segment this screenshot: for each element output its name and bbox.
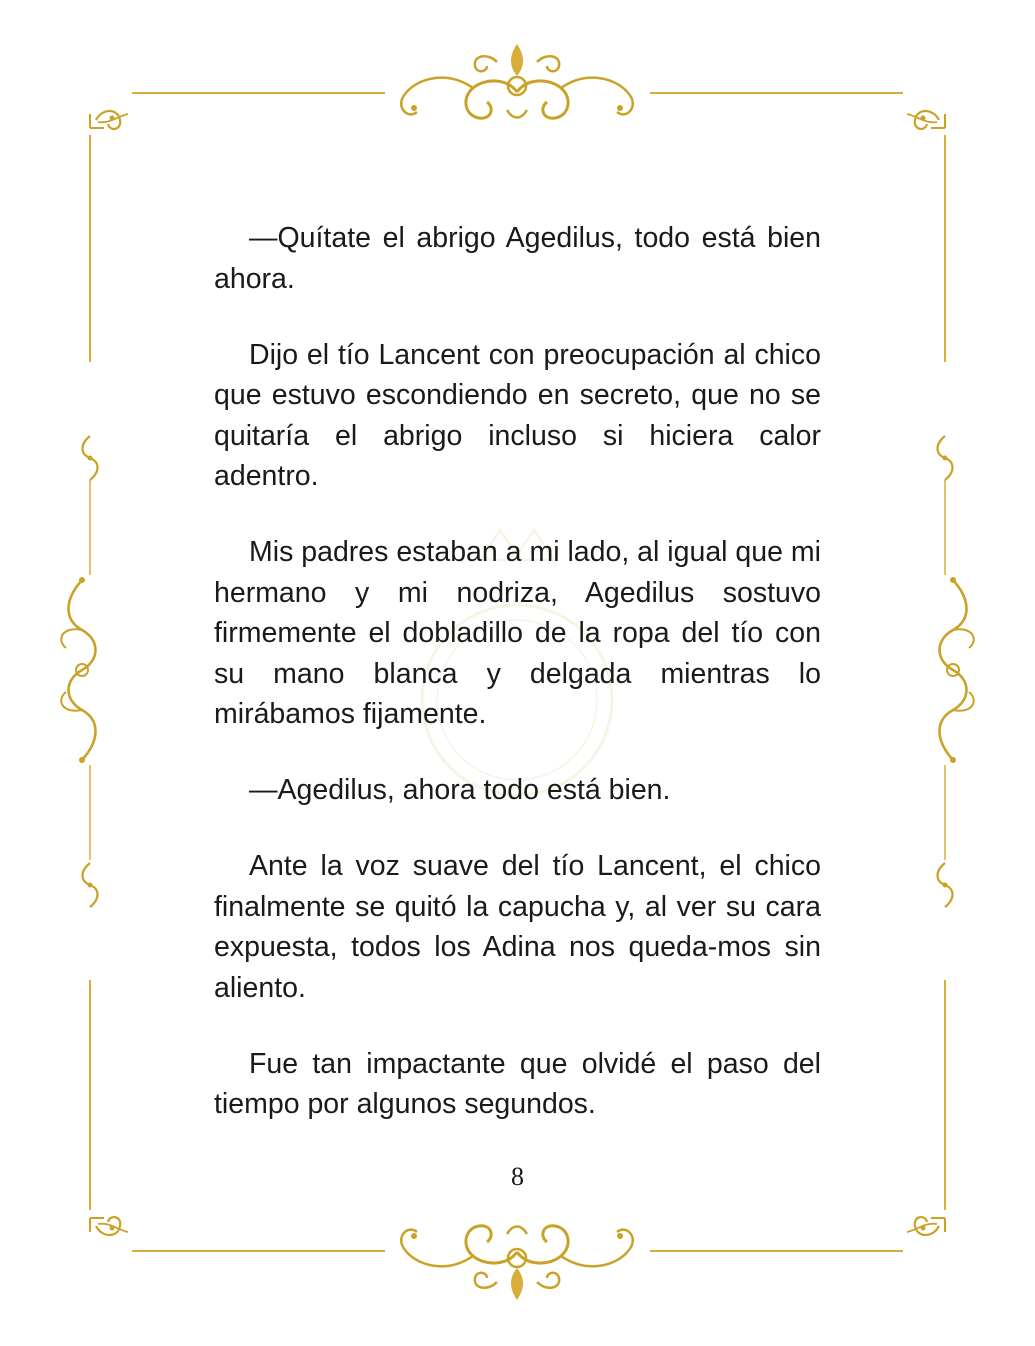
- paragraph: —Quítate el abrigo Agedilus, todo está bien ahora.: [214, 222, 821, 295]
- paragraph: —Agedilus, ahora todo está bien.: [249, 774, 671, 806]
- body-text: [214, 218, 821, 1160]
- paragraph: Fue tan impactante que olvidé el paso del tiempo por algunos segundos.: [214, 1047, 821, 1120]
- paragraph: Dijo el tío Lancent con preocupación al chico que estuvo escondiendo en secreto, que no se quitaría el abrigo incluso si hiciera calor adentro.: [214, 338, 821, 492]
- page-number: 8: [511, 1162, 524, 1191]
- paragraph: Ante la voz suave del tío Lancent, el chico finalmente se quitó la capucha y, al ver su cara expuesta, todos los Adina nos queda-mos sin aliento.: [214, 850, 821, 1004]
- paragraph: Mis padres estaban a mi lado, al igual que mi hermano y mi nodriza, Agedilus sostuvo firmemente el dobladillo de la ropa del tío con su mano blanca y delgada mientras lo mirábamos fijamente.: [214, 536, 821, 730]
